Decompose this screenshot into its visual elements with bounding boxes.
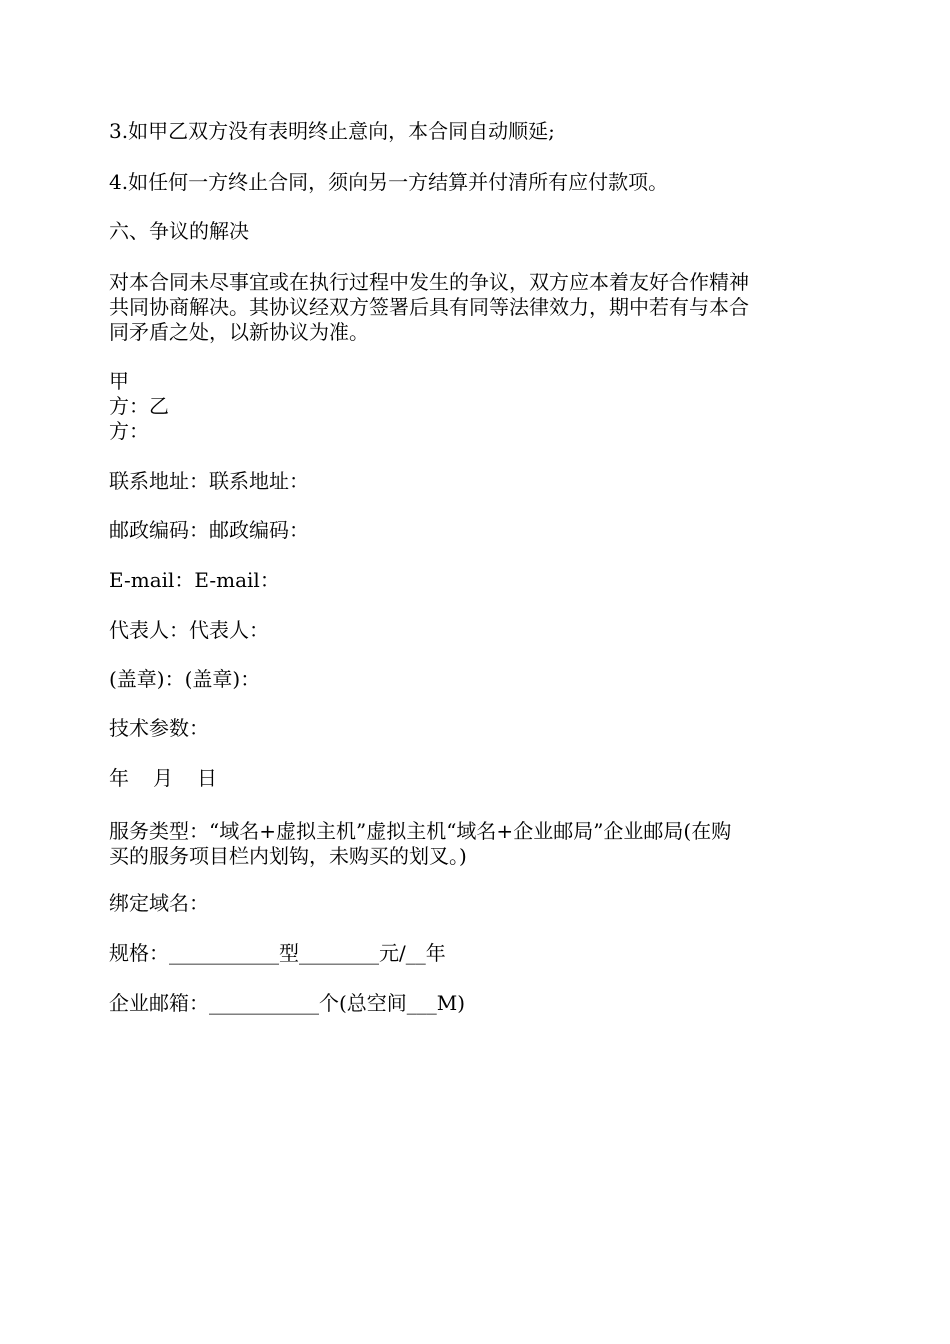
party-a-b-label: 方：乙 <box>109 394 169 418</box>
bound-domain-row: 绑定域名： <box>109 891 209 915</box>
specification-row: 规格：___________型________元/__年 <box>109 941 446 965</box>
clause-4: 4.如任何一方终止合同，须向另一方结算并付清所有应付款项。 <box>109 170 669 194</box>
party-b-label: 方： <box>109 419 149 443</box>
date-year: 年 <box>109 766 129 790</box>
party-labels <box>109 369 849 444</box>
date-month: 月 <box>153 766 173 790</box>
enterprise-mailbox-row: 企业邮箱：___________个(总空间___M) <box>109 991 466 1015</box>
party-a-label: 甲 <box>109 369 129 393</box>
clause-3: 3.如甲乙双方没有表明终止意向，本合同自动顺延; <box>109 119 555 143</box>
email-row: E-mail：E-mail： <box>109 568 280 592</box>
representative-row: 代表人：代表人： <box>109 618 269 642</box>
service-type-line-2: 买的服务项目栏内划钩，未购买的划叉。) <box>109 844 467 868</box>
dispute-line-1: 对本合同未尽事宜或在执行过程中发生的争议，双方应本着友好合作精神 <box>109 270 749 294</box>
technical-parameters-label: 技术参数： <box>109 716 209 740</box>
dispute-line-3: 同矛盾之处，以新协议为准。 <box>109 320 369 344</box>
date-day: 日 <box>197 766 217 790</box>
service-type-line-1: 服务类型：“域名+虚拟主机”虚拟主机“域名+企业邮局”企业邮局(在购 <box>109 819 732 843</box>
section-heading-dispute: 六、争议的解决 <box>109 219 249 243</box>
dispute-paragraph <box>109 270 849 345</box>
dispute-line-2: 共同协商解决。其协议经双方签署后具有同等法律效力，期中若有与本合 <box>109 295 749 319</box>
seal-row: (盖章)：(盖章)： <box>109 667 261 691</box>
date-row <box>109 766 849 791</box>
contact-address-row: 联系地址：联系地址： <box>109 469 309 493</box>
service-type-paragraph <box>109 819 849 869</box>
postal-code-row: 邮政编码：邮政编码： <box>109 518 309 542</box>
